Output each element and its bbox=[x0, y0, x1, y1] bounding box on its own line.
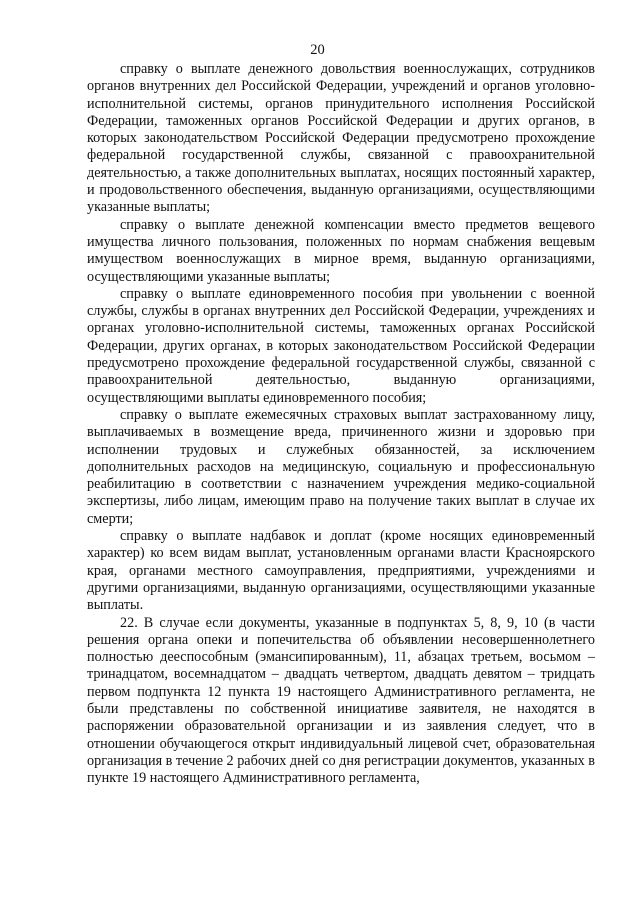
document-body bbox=[87, 61, 595, 787]
paragraph-clothing-compensation: справку о выплате денежной компенсации вместо предметов вещевого имущества личного пользования, положенных по нормам снабжения вещевым имуществом военнослужащих в мирное время, выданную организациями, осуществляющими указанные выплаты; bbox=[87, 216, 595, 285]
page-number: 20 bbox=[310, 42, 325, 58]
paragraph-insurance-payments: справку о выплате ежемесячных страховых выплат застрахованному лицу, выплачиваемых в возмещение вреда, причиненного жизни и здоровью при исполнении трудовых и служебных обязанностей, за исключением дополнительных расходов на медицинскую, социальную и профессиональную реабилитацию в соответствии с назначением учреждения медико-социальной экспертизы, либо лицам, имеющим право на получение таких выплат в случае их смерти; bbox=[87, 406, 595, 527]
paragraph-salary-certificate: справку о выплате денежного довольствия военнослужащих, сотрудников органов внутренних дел Российской Федерации, учреждений и органов уголовно-исполнительной системы, органов принудительного исполнения Российской Федерации, таможенных органов Российской Федерации и других органов, в которых законодательством Российской Федерации предусмотрено прохождение федеральной государственной службы, связанной с правоохранительной деятельностью, а также дополнительных выплатах, носящих постоянный характер, и продовольственного обеспечения, выданную организациями, осуществляющими указанные выплаты; bbox=[87, 61, 595, 216]
paragraph-item-22: 22. В случае если документы, указанные в подпунктах 5, 8, 9, 10 (в части решения органа опеки и попечительства об объявлении несовершеннолетнего полностью дееспособным (эмансипированным), 11, абзацах третьем, восьмом – тринадцатом, восемнадцатом – двадцать четвертом, двадцать девятом – тридцать первом подпункта 12 пункта 19 настоящего Административного регламента, не были представлены по собственной инициативе заявителя, не находятся в распоряжении образовательной организации и из заявления следует, что в отношении обучающегося открыт индивидуальный лицевой счет, образовательная организация в течение 2 рабочих дней со дня регистрации документов, указанных в пункте 19 настоящего Административного регламента, bbox=[87, 614, 595, 787]
paragraph-severance-allowance: справку о выплате единовременного пособия при увольнении с военной службы, службы в органах внутренних дел Российской Федерации, учреждениях и органах уголовно-исполнительной системы, таможенных органах Российской Федерации, других органах, в которых законодательством Российской Федерации предусмотрено прохождение федеральной государственной службы, связанной с правоохранительной деятельностью, выданную организациями, осуществляющими выплаты единовременного пособия; bbox=[87, 285, 595, 406]
paragraph-bonuses-supplements: справку о выплате надбавок и доплат (кроме носящих единовременный характер) ко всем видам выплат, установленным органами власти Красноярского края, органами местного самоуправления, предприятиями, учреждениями и другими организациями, выданную организациями, осуществляющими указанные выплаты. bbox=[87, 528, 595, 614]
